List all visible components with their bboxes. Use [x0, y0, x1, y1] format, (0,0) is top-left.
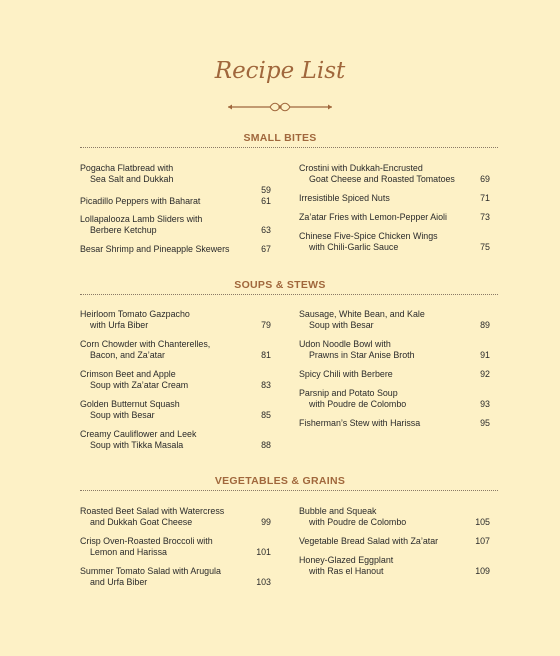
recipe-entry: Roasted Beet Salad with Watercress and Dukkah Goat Cheese 99: [80, 506, 271, 527]
page-number: 101: [256, 547, 271, 557]
recipe-entry: Golden Butternut Squash Soup with Besar 85: [80, 399, 271, 420]
page-number: 103: [256, 577, 271, 587]
page-number: 69: [480, 174, 490, 184]
vegetables-grains-left-column: [80, 506, 271, 588]
page-number: 83: [261, 380, 271, 390]
page-title: Recipe List: [214, 58, 346, 84]
page-number: 88: [261, 440, 271, 450]
page-number: 93: [480, 399, 490, 409]
page-number: 81: [261, 350, 271, 360]
recipe-entry: Irresistible Spiced Nuts 71: [299, 193, 490, 203]
recipe-entry: Lollapalooza Lamb Sliders with Berbere Ketchup 63: [80, 214, 271, 235]
soups-stews-left-column: [80, 309, 271, 451]
ornament-divider-icon: [226, 100, 334, 114]
section-heading-vegetables-grains: VEGETABLES & GRAINS: [214, 475, 346, 487]
recipe-entry: Spicy Chili with Berbere 92: [299, 369, 490, 379]
page-number: 105: [475, 517, 490, 527]
page-number: 61: [261, 196, 271, 206]
recipe-entry: Heirloom Tomato Gazpacho with Urfa Biber 79: [80, 309, 271, 330]
recipe-entry: Summer Tomato Salad with Arugula and Urfa Biber 103: [80, 566, 271, 587]
recipe-entry: Crostini with Dukkah-Encrusted Goat Cheese and Roasted Tomatoes 69: [299, 163, 490, 184]
recipe-entry: Crisp Oven-Roasted Broccoli with Lemon and Harissa 101: [80, 536, 271, 557]
recipe-entry: Udon Noodle Bowl with Prawns in Star Anise Broth 91: [299, 339, 490, 360]
page-number: 79: [261, 320, 271, 330]
recipe-entry: Creamy Cauliflower and Leek Soup with Tikka Masala 88: [80, 429, 271, 450]
vegetables-grains-right-column: [299, 506, 490, 577]
page-number: 109: [475, 566, 490, 576]
recipe-entry: Chinese Five-Spice Chicken Wings with Chili-Garlic Sauce 75: [299, 231, 490, 252]
soups-stews-right-column: [299, 309, 490, 429]
page-number: 85: [261, 410, 271, 420]
section-rule: [80, 490, 498, 491]
recipe-entry: Bubble and Squeak with Poudre de Colombo 105: [299, 506, 490, 527]
page-number: 59: [261, 185, 271, 195]
section-rule: [80, 294, 498, 295]
recipe-entry: Besar Shrimp and Pineapple Skewers 67: [80, 244, 271, 254]
page-number: 99: [261, 517, 271, 527]
page-number: 95: [480, 418, 490, 428]
recipe-entry: Fisherman’s Stew with Harissa 95: [299, 418, 490, 428]
page-number: 63: [261, 225, 271, 235]
recipe-entry: Honey-Glazed Eggplant with Ras el Hanout 109: [299, 555, 490, 576]
recipe-entry: Parsnip and Potato Soup with Poudre de Colombo 93: [299, 388, 490, 409]
recipe-entry: Pogacha Flatbread with Sea Salt and Dukkah 59: [80, 163, 271, 195]
recipe-entry: Za’atar Fries with Lemon-Pepper Aioli 73: [299, 212, 490, 222]
recipe-entry: Sausage, White Bean, and Kale Soup with Besar 89: [299, 309, 490, 330]
small-bites-left-column: [80, 163, 271, 255]
small-bites-right-column: [299, 163, 490, 253]
page-number: 75: [480, 242, 490, 252]
page-number: 73: [480, 212, 490, 222]
recipe-entry: Picadillo Peppers with Baharat 61: [80, 196, 271, 206]
page-number: 92: [480, 369, 490, 379]
section-heading-soups-stews: SOUPS & STEWS: [234, 279, 326, 291]
recipe-entry: Vegetable Bread Salad with Za’atar 107: [299, 536, 490, 546]
recipe-entry: Crimson Beet and Apple Soup with Za’atar Cream 83: [80, 369, 271, 390]
section-rule: [80, 147, 498, 148]
section-heading-small-bites: SMALL BITES: [243, 132, 317, 144]
page-number: 91: [480, 350, 490, 360]
page-number: 107: [475, 536, 490, 546]
recipe-entry: Corn Chowder with Chanterelles, Bacon, and Za’atar 81: [80, 339, 271, 360]
page-number: 67: [261, 244, 271, 254]
page-number: 89: [480, 320, 490, 330]
page-number: 71: [480, 193, 490, 203]
